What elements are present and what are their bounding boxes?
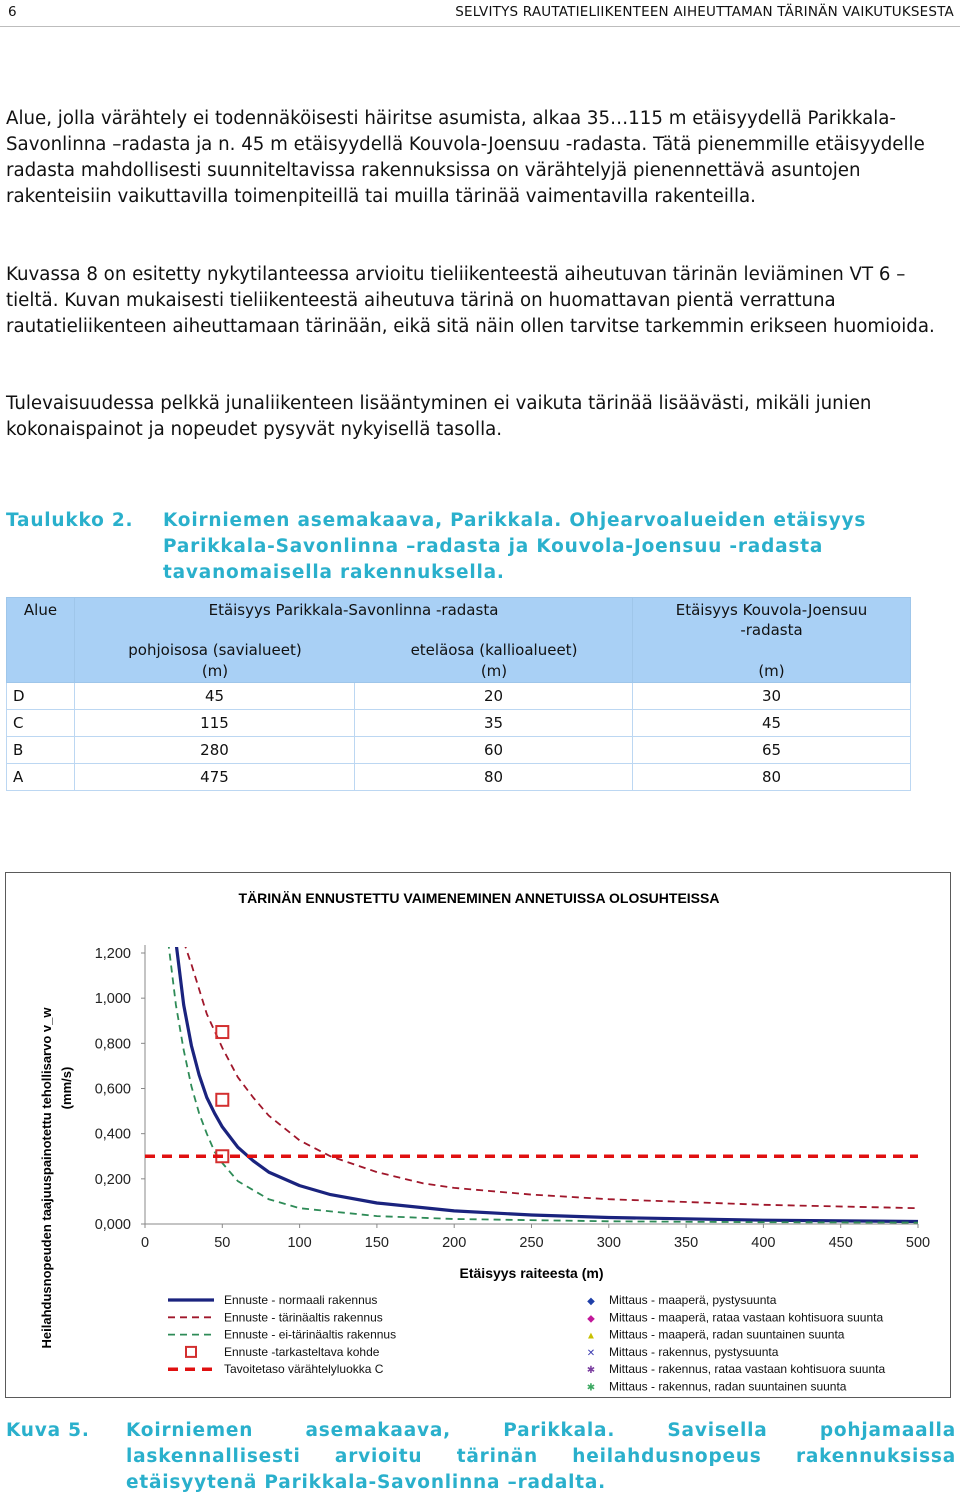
cell-area: D (7, 683, 75, 710)
cell-south: 35 (355, 710, 633, 737)
legend-marker: ▲ (586, 1330, 596, 1342)
legend-label: Ennuste - normaali rakennus (224, 1293, 378, 1307)
x-tick-label: 50 (214, 1235, 231, 1251)
table-row (7, 737, 911, 764)
paragraph-road-traffic: Kuvassa 8 on esitetty nykytilanteessa arvioitu tieliikenteestä aiheutuvan tärinän leviäminen VT 6 –tieltä. Kuvan mukaisesti tieliikenteestä aiheutuva tärinä on huomattavan pientä verrattuna rautatieliikenteen aiheuttamaan tärinään, eikä sitä näin ollen tarvitse tarkemmin erikseen huomioida. (6, 264, 935, 337)
x-tick-label: 0 (140, 1235, 150, 1251)
legend-label: Mittaus - maaperä, pystysuunta (609, 1293, 777, 1307)
legend-marker: ✱ (586, 1382, 596, 1394)
series-line-0 (176, 942, 918, 1222)
x-tick-label: 150 (364, 1235, 390, 1251)
y-tick-label: 0,200 (94, 1171, 131, 1188)
legend-label: Mittaus - rakennus, pystysuunta (609, 1344, 779, 1359)
table-caption (6, 508, 956, 588)
figure-caption (6, 1418, 956, 1496)
header-kj-cell (633, 598, 911, 683)
header-ps: Etäisyys Parikkala-Savonlinna -radasta (208, 601, 499, 619)
x-tick-label: 200 (442, 1235, 467, 1251)
y-tick-label: 0,600 (94, 1081, 131, 1098)
legend-marker: ◆ (587, 1296, 595, 1307)
header-ps-cell (75, 598, 633, 683)
y-tick-label: 1,200 (94, 946, 131, 962)
running-title: SELVITYS RAUTATIELIIKENTEEN AIHEUTTAMAN TÄRINÄN VAIKUTUKSESTA (455, 4, 954, 20)
series-line-1 (184, 942, 918, 1208)
header-kj-unit: (m) (758, 662, 785, 680)
x-tick-label: 300 (596, 1235, 621, 1251)
header-north-unit: (m) (201, 662, 229, 680)
cell-north: 115 (75, 710, 355, 737)
x-tick-label: 100 (287, 1235, 312, 1251)
legend-label: Mittaus - maaperä, rataa vastaan kohtisuora suunta (609, 1310, 884, 1325)
page-header (0, 0, 960, 27)
figure-caption-text: Koirniemen asemakaava, Parikkala. Savisella pohjamaalla laskennallisesti arvioitu tärinän heilahdusnopeus rakennuksissa etäisyytenä Parikkala-Savonlinna –radalta. (126, 1420, 956, 1493)
table-row (7, 764, 911, 791)
y-tick-label: 0,800 (94, 1036, 131, 1053)
paragraph-future-traffic: Tulevaisuudessa pelkkä junaliikenteen lisääntyminen ei vaikuta tärinää lisäävästi, mikäli junien kokonaispainot ja nopeudet pysyvät nykyisellä tasolla. (6, 393, 872, 440)
table-header-row (7, 598, 911, 683)
legend-label: Ennuste - ei-tärinäaltis rakennus (224, 1327, 397, 1342)
legend-marker: ◆ (587, 1313, 595, 1325)
legend-label: Mittaus - maaperä, radan suuntainen suunta (609, 1327, 845, 1342)
paragraph-vibration-zone: Alue, jolla värähtely ei todennäköisesti häiritse asumista, alkaa 35…115 m etäisyydellä Parikkala-Savonlinna –radasta ja n. 45 m etäisyydellä Kouvola-Joensuu -radasta. Tätä pienemmille etäisyydelle radasta mahdollisesti suunniteltavissa rakennuksissa on värähtelyjä pienennettävä asuntojen rakenteisiin vaikuttavilla toimenpiteillä tai muilla tärinää vaimentavilla rakenteilla. (6, 108, 925, 207)
legend-label: Tavoitetaso värähtelyluokka C (224, 1362, 384, 1377)
chart-svg (6, 873, 952, 1399)
page-number: 6 (8, 4, 17, 20)
legend-label: Ennuste -tarkasteltava kohde (224, 1344, 380, 1359)
legend-swatch (186, 1347, 196, 1357)
cell-area: A (7, 764, 75, 791)
cell-north: 280 (75, 737, 355, 764)
x-tick-label: 250 (519, 1235, 544, 1251)
table-caption-label: Taulukko 2. (6, 510, 134, 531)
x-tick-label: 450 (828, 1235, 853, 1251)
table-row (7, 683, 911, 710)
x-tick-label: 400 (751, 1235, 776, 1251)
cell-kj: 45 (633, 710, 911, 737)
vibration-chart (5, 872, 951, 1398)
x-tick-label: 350 (673, 1235, 699, 1251)
header-south: eteläosa (kallioalueet) (410, 641, 578, 659)
target-point-marker (216, 1026, 228, 1038)
header-kj: Etäisyys Kouvola-Joensuu -radasta (675, 601, 868, 639)
y-tick-label: 0,400 (94, 1126, 131, 1143)
legend-label: Ennuste - tärinäaltis rakennus (224, 1310, 383, 1325)
x-tick-label: 500 (905, 1235, 931, 1251)
legend-marker: ✕ (586, 1347, 596, 1359)
cell-kj: 80 (633, 764, 911, 791)
cell-south: 60 (355, 737, 633, 764)
series-line-2 (168, 942, 918, 1223)
header-north: pohjoisosa (savialueet) (128, 641, 302, 659)
table-caption-text: Koirniemen asemakaava, Parikkala. Ohjearvoalueiden etäisyys Parikkala-Savonlinna –radasta ja Kouvola-Joensuu -radasta tavanomaisella rakennuksella. (163, 510, 867, 583)
cell-kj: 65 (633, 737, 911, 764)
cell-area: C (7, 710, 75, 737)
header-area-cell (7, 598, 75, 683)
x-axis-label: Etäisyys raiteesta (m) (459, 1265, 604, 1281)
cell-north: 45 (75, 683, 355, 710)
chart-title: TÄRINÄN ENNUSTETTU VAIMENEMINEN ANNETUISSA OLOSUHTEISSA (238, 890, 720, 906)
cell-south: 20 (355, 683, 633, 710)
y-axis-label: Heilahdusnopeuden taajuuspainotettu tehollisarvo v_w (39, 1007, 54, 1349)
header-south-unit: (m) (480, 662, 508, 680)
target-point-marker (216, 1094, 228, 1106)
cell-north: 475 (75, 764, 355, 791)
legend-label: Mittaus - rakennus, radan suuntainen suunta (609, 1379, 847, 1394)
cell-south: 80 (355, 764, 633, 791)
y-tick-label: 0,000 (94, 1217, 131, 1233)
distance-table (6, 597, 911, 791)
legend-marker: ✱ (586, 1365, 596, 1377)
figure-caption-label: Kuva 5. (6, 1420, 90, 1441)
cell-area: B (7, 737, 75, 764)
y-axis-unit: (mm/s) (59, 1066, 74, 1110)
table-row (7, 710, 911, 737)
cell-kj: 30 (633, 683, 911, 710)
legend-label: Mittaus - rakennus, rataa vastaan kohtisuora suunta (609, 1362, 886, 1377)
y-tick-label: 1,000 (94, 991, 131, 1008)
header-area: Alue (23, 601, 58, 619)
